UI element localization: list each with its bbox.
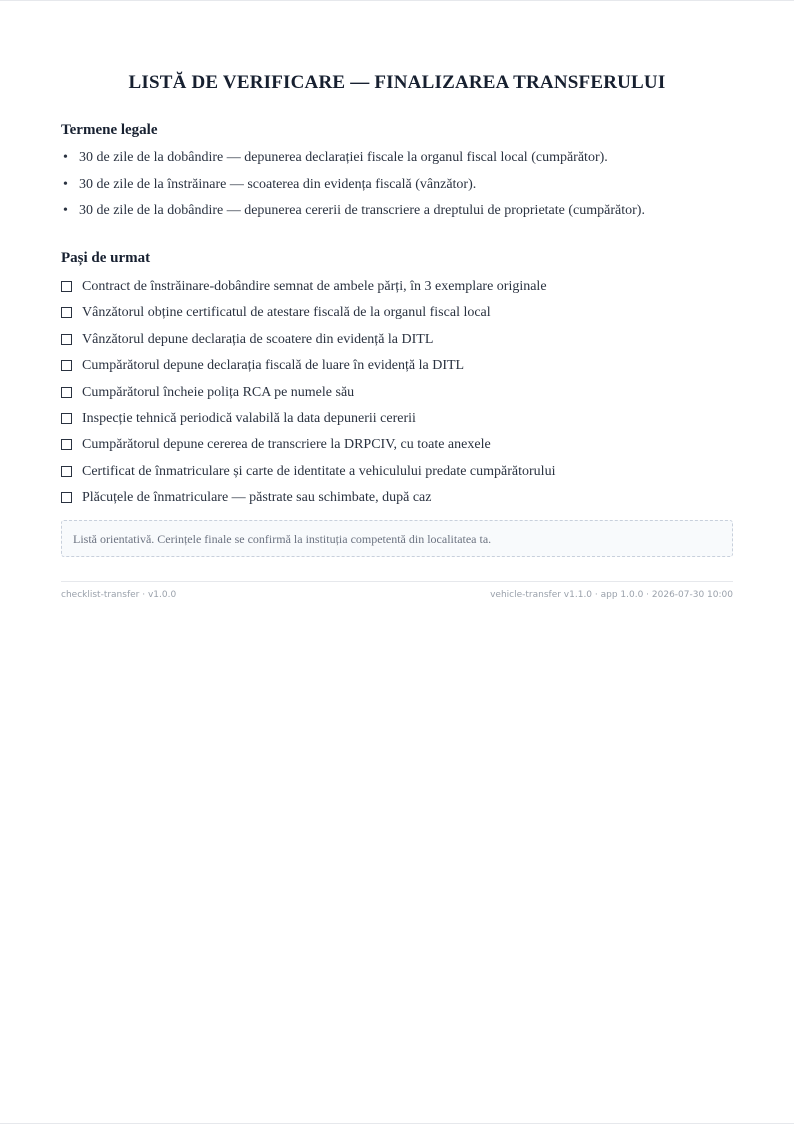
checklist-item-label: Cumpărătorul depune declarația fiscală de luare în evidență la DITL — [82, 358, 465, 374]
checklist-item-label: Vânzătorul depune declarația de scoatere din evidență la DITL — [82, 331, 434, 347]
legal-deadline-item — [61, 202, 645, 229]
legal-deadline-item — [61, 176, 645, 203]
footer-template-version: checklist-transfer · v1.0.0 — [61, 590, 177, 600]
checkbox-icon[interactable] — [61, 439, 72, 450]
checklist-item-label: Plăcuțele de înmatriculare — păstrate sau schimbate, după caz — [82, 490, 432, 506]
checklist-item-label: Contract de înstrăinare-dobândire semnat de ambele părți, în 3 exemplare originale — [82, 279, 547, 294]
checkbox-icon[interactable] — [61, 387, 72, 398]
checkbox-icon[interactable] — [61, 413, 72, 424]
checklist-item-label: Certificat de înmatriculare și carte de identitate a vehiculului predate cumpărătorului — [82, 463, 556, 479]
checklist-item-label: Vânzătorul obține certificatul de atestare fiscală de la organul fiscal local — [82, 305, 491, 321]
disclaimer-note — [61, 520, 733, 557]
footer-app-version: vehicle-transfer v1.1.0 · app 1.0.0 · 2026-07-30 10:00 — [490, 590, 733, 600]
checkbox-icon[interactable] — [61, 492, 72, 503]
legal-deadlines-list — [61, 149, 645, 229]
legal-deadline-text: 30 de zile de la dobândire — depunerea cererii de transcriere a dreptului de proprietate (cumpărător). — [79, 203, 645, 218]
steps-heading: Pași de urmat — [61, 250, 151, 266]
checklist-item-label: Inspecție tehnică periodică valabilă la data depunerii cererii — [82, 410, 416, 426]
checklist-item-label: Cumpărătorul încheie polița RCA pe numele său — [82, 384, 355, 400]
legal-deadline-text: 30 de zile de la dobândire — depunerea declarației fiscale la organul fiscal local (cumpărător). — [79, 150, 608, 165]
legal-deadlines-heading: Termene legale — [61, 122, 158, 138]
legal-deadline-text: 30 de zile de la înstrăinare — scoaterea din evidența fiscală (vânzător). — [79, 176, 477, 192]
disclaimer-text: Listă orientativă. Cerințele finale se confirmă la instituția competentă din localitatea ta. — [73, 532, 492, 546]
checkbox-icon[interactable] — [61, 360, 72, 371]
checkbox-icon[interactable] — [61, 334, 72, 345]
legal-deadline-item — [61, 149, 645, 176]
checkbox-icon[interactable] — [61, 307, 72, 318]
bullet-icon: • — [63, 150, 68, 165]
bullet-icon: • — [63, 176, 68, 192]
checkbox-icon[interactable] — [61, 281, 72, 292]
page-footer — [61, 581, 733, 600]
bullet-icon: • — [63, 203, 68, 218]
document-title: LISTĂ DE VERIFICARE — FINALIZAREA TRANSFERULUI — [128, 72, 666, 93]
checklist-item-label: Cumpărătorul depune cererea de transcriere la DRPCIV, cu toate anexele — [82, 437, 491, 453]
checkbox-icon[interactable] — [61, 466, 72, 477]
